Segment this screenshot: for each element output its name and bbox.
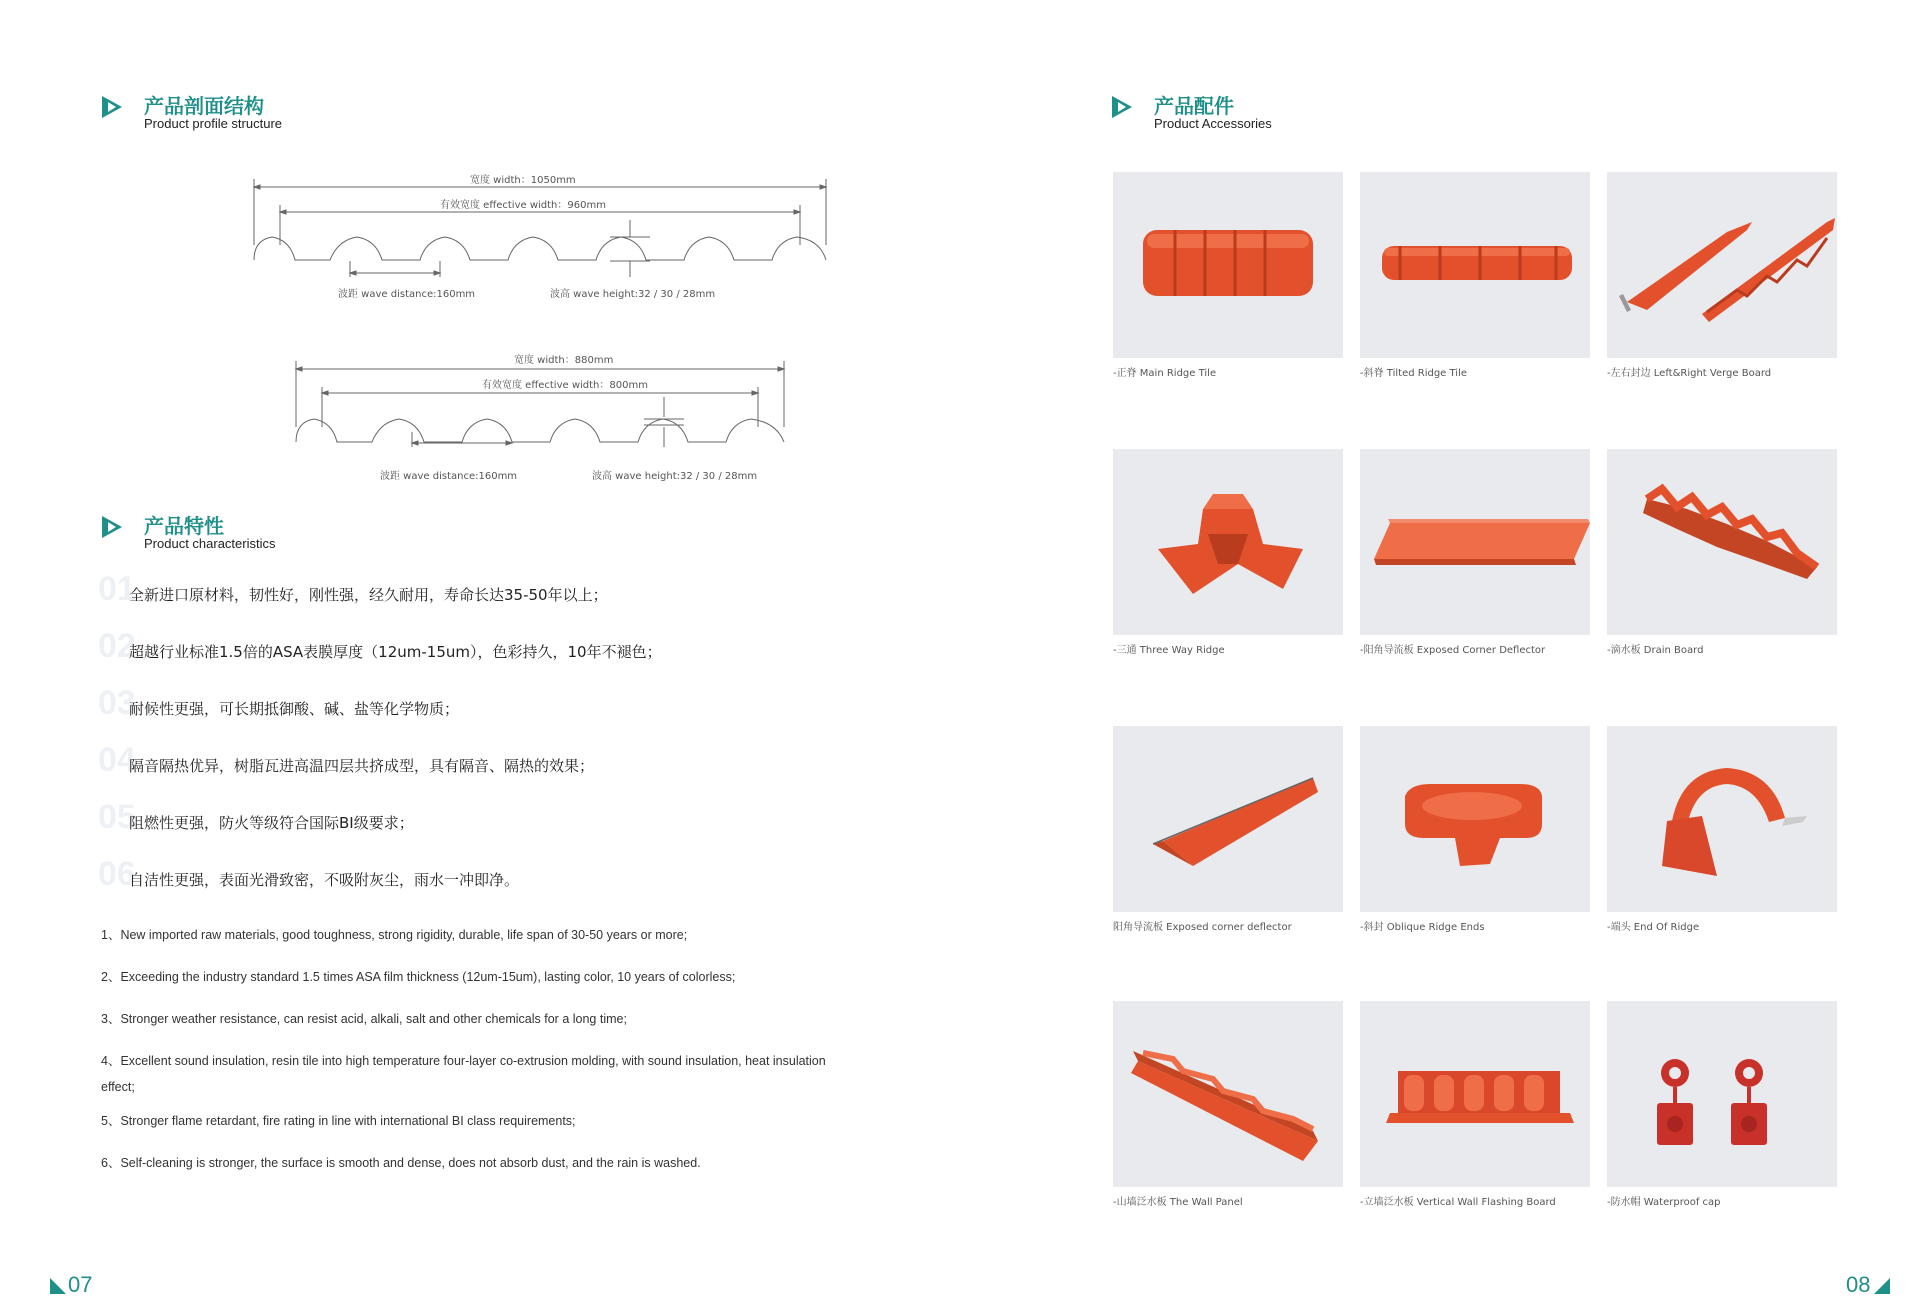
drain-board-icon xyxy=(1607,449,1837,635)
accessory-main-ridge-tile[interactable] xyxy=(1113,172,1343,379)
wave-height-label: 波高 wave height:32 / 30 / 28mm xyxy=(592,471,758,482)
verge-board-icon xyxy=(1607,172,1837,358)
profile-diagram-880 xyxy=(292,347,792,487)
accessory-photo xyxy=(1113,172,1343,358)
accessory-photo xyxy=(1113,1001,1343,1187)
feature-en-6: 6、Self-cleaning is stronger, the surface is smooth and dense, does not absorb dust, and the rain is washed. xyxy=(101,1156,701,1170)
accessory-caption: -滴水板 Drain Board xyxy=(1607,645,1704,656)
feature-number: 03 xyxy=(98,684,136,722)
page-number-left: 07 xyxy=(68,1272,93,1297)
accessory-photo xyxy=(1360,449,1590,635)
feature-en-4: 4、Excellent sound insulation, resin tile into high temperature four-layer co-extrusion molding, with sound insulation, heat insulation effect; xyxy=(101,1054,826,1094)
section-title-en: Product Accessories xyxy=(1154,116,1272,131)
accessory-caption: -端头 End Of Ridge xyxy=(1607,922,1700,933)
effective-width-label: 有效宽度 effective width：800mm xyxy=(482,380,648,391)
triangle-bullet-icon xyxy=(102,96,122,118)
accessory-caption: -立墙泛水板 Vertical Wall Flashing Board xyxy=(1360,1197,1556,1208)
feature-text: 全新进口原材料，韧性好，刚性强，经久耐用，寿命长达35-50年以上； xyxy=(129,586,608,604)
wave-height-label: 波高 wave height:32 / 30 / 28mm xyxy=(550,289,716,300)
accessory-caption: -正脊 Main Ridge Tile xyxy=(1113,368,1217,379)
feature-number: 02 xyxy=(98,627,136,665)
section-title-en: Product characteristics xyxy=(144,536,276,551)
accessory-photo xyxy=(1607,1001,1837,1187)
accessory-caption: 阳角导流板 Exposed corner deflector xyxy=(1113,922,1292,933)
accessory-caption: -山墙泛水板 The Wall Panel xyxy=(1113,1197,1243,1208)
accessory-caption: -左右封边 Left&Right Verge Board xyxy=(1607,368,1772,379)
feature-number: 01 xyxy=(98,570,136,608)
feature-text: 自洁性更强，表面光滑致密，不吸附灰尘，雨水一冲即净。 xyxy=(129,871,520,889)
feature-item-01 xyxy=(98,570,798,618)
feature-text: 耐候性更强，可长期抵御酸、碱、盐等化学物质； xyxy=(129,700,460,718)
oblique-ridge-end-icon xyxy=(1360,726,1590,912)
accessory-photo xyxy=(1607,172,1837,358)
angle-deflector-icon xyxy=(1113,726,1343,912)
effective-width-label: 有效宽度 effective width：960mm xyxy=(440,200,606,211)
accessory-tilted-ridge-tile[interactable] xyxy=(1360,172,1590,379)
feature-number: 06 xyxy=(98,855,136,893)
triangle-bullet-icon xyxy=(102,516,122,538)
accessory-caption: -防水帽 Waterproof cap xyxy=(1607,1197,1721,1208)
accessory-photo xyxy=(1360,726,1590,912)
feature-text: 超越行业标准1.5倍的ASA表膜厚度（12um-15um），色彩持久，10年不褪色； xyxy=(129,643,662,661)
triangle-bullet-icon xyxy=(1112,96,1132,118)
page-number-right: 08 xyxy=(1846,1272,1871,1297)
accessory-end-of-ridge[interactable] xyxy=(1607,726,1837,933)
accessory-caption: -阳角导流板 Exposed Corner Deflector xyxy=(1360,645,1546,656)
feature-en-5: 5、Stronger flame retardant, fire rating in line with international BI class requirements; xyxy=(101,1114,576,1128)
feature-item-02 xyxy=(98,627,798,675)
accessory-photo xyxy=(1113,449,1343,635)
accessory-waterproof-cap[interactable] xyxy=(1607,1001,1837,1208)
accessory-wall-panel[interactable] xyxy=(1113,1001,1343,1208)
section-title-en: Product profile structure xyxy=(144,116,283,131)
accessory-vertical-wall-flashing-board[interactable] xyxy=(1360,1001,1590,1208)
accessory-oblique-ridge-end[interactable] xyxy=(1360,726,1590,933)
section-title-cn: 产品剖面结构 xyxy=(144,94,264,118)
accessory-photo xyxy=(1607,726,1837,912)
profile-drawing-880 xyxy=(292,347,792,487)
profile-diagram-1050 xyxy=(250,165,830,305)
accessory-exposed-corner-deflector[interactable] xyxy=(1360,449,1590,656)
width-label: 宽度 width：880mm xyxy=(514,355,614,366)
page-corner-triangle-icon xyxy=(1874,1278,1890,1294)
characteristics-section-header xyxy=(102,510,402,554)
wall-panel-icon xyxy=(1113,1001,1343,1187)
feature-item-03 xyxy=(98,684,798,732)
accessory-photo xyxy=(1113,726,1343,912)
accessory-drain-board[interactable] xyxy=(1607,449,1837,656)
profile-drawing-1050 xyxy=(250,165,830,305)
accessories-section-header xyxy=(1112,90,1412,134)
feature-en-2: 2、Exceeding the industry standard 1.5 times ASA film thickness (12um-15um), lasting color, 10 years of colorless; xyxy=(101,970,736,984)
section-title-cn: 产品配件 xyxy=(1154,94,1234,118)
feature-item-06 xyxy=(98,855,798,903)
page-corner-triangle-icon xyxy=(50,1278,66,1294)
waterproof-cap-icon xyxy=(1607,1001,1837,1187)
accessory-verge-board[interactable] xyxy=(1607,172,1837,379)
feature-text: 隔音隔热优异，树脂瓦进高温四层共挤成型，具有隔音、隔热的效果； xyxy=(129,757,595,775)
section-title-cn: 产品特性 xyxy=(144,514,224,538)
tilted-ridge-tile-icon xyxy=(1360,172,1590,358)
profile-section-header xyxy=(102,90,402,134)
feature-number: 05 xyxy=(98,798,136,836)
feature-en-3: 3、Stronger weather resistance, can resist acid, alkali, salt and other chemicals for a long time; xyxy=(101,1012,627,1026)
end-of-ridge-icon xyxy=(1607,726,1837,912)
accessory-angle-deflector[interactable] xyxy=(1113,726,1343,933)
feature-text: 阻燃性更强，防火等级符合国际BI级要求； xyxy=(129,814,414,832)
corner-deflector-icon xyxy=(1360,449,1590,635)
three-way-ridge-icon xyxy=(1113,449,1343,635)
accessory-caption: -三通 Three Way Ridge xyxy=(1113,645,1225,656)
accessory-caption: -斜封 Oblique Ridge Ends xyxy=(1360,922,1485,933)
accessory-photo xyxy=(1360,172,1590,358)
accessory-three-way-ridge[interactable] xyxy=(1113,449,1343,656)
feature-item-05 xyxy=(98,798,798,846)
accessory-caption: -斜脊 Tilted Ridge Tile xyxy=(1360,368,1468,379)
feature-en-1: 1、New imported raw materials, good toughness, strong rigidity, durable, life span of 30-50 years or more; xyxy=(101,928,688,942)
width-label: 宽度 width：1050mm xyxy=(470,175,576,186)
feature-number: 04 xyxy=(98,741,136,779)
wave-distance-label: 波距 wave distance:160mm xyxy=(380,471,518,482)
vertical-flashing-board-icon xyxy=(1360,1001,1590,1187)
accessory-photo xyxy=(1360,1001,1590,1187)
feature-item-04 xyxy=(98,741,798,789)
main-ridge-tile-icon xyxy=(1113,172,1343,358)
accessory-photo xyxy=(1607,449,1837,635)
features-english-list xyxy=(101,922,841,1192)
wave-distance-label: 波距 wave distance:160mm xyxy=(338,289,476,300)
